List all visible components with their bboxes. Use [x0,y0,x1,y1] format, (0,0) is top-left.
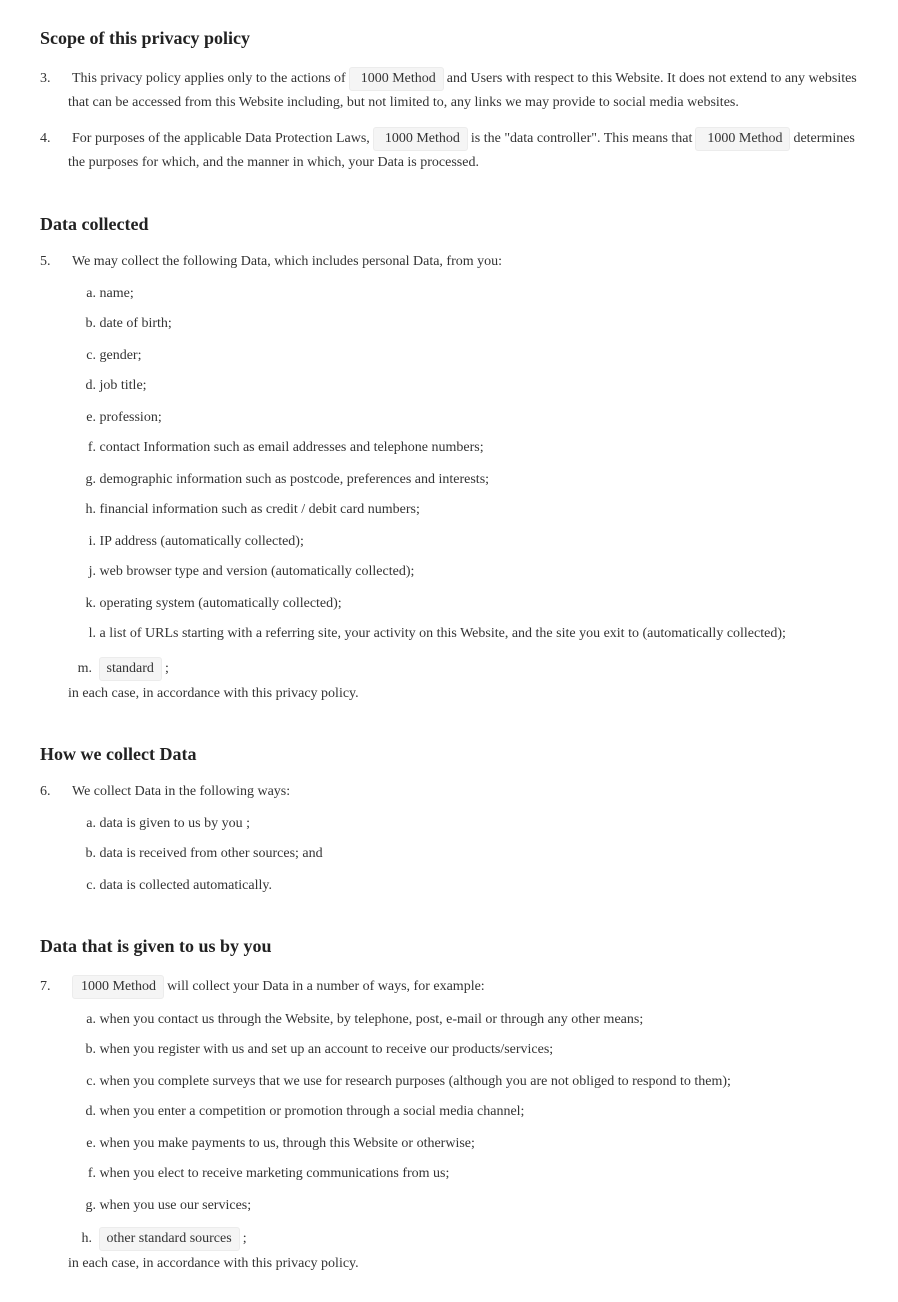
variable-chip-company: 1000 Method [72,975,164,999]
clause-text [68,67,858,115]
item-text: gender; [99,348,142,363]
item-label: i. [88,534,96,549]
clause-text-part: will collect your Data in a number of ways, for example: [167,979,485,994]
item-text: financial information such as credit / debit card numbers; [99,502,420,517]
item-text: when you make payments to us, through this Website or otherwise; [99,1136,475,1151]
clause-text: We may collect the following Data, which includes personal Data, from you: [72,254,503,269]
clause-number: 4. [40,131,51,146]
clause-text-part: For purposes of the applicable Data Protection Laws, [72,131,370,146]
item-label: c. [86,348,96,363]
item-text: name; [99,286,134,301]
item-suffix: ; [164,661,169,676]
variable-chip-company: 1000 Method [349,67,444,91]
item-label: a. [86,286,96,301]
item-label: m. [77,661,92,676]
clause-text-part: is the "data controller". This means that [470,131,693,146]
item-text: job title; [99,378,147,393]
item-label: k. [85,596,96,611]
heading-how-we-collect: How we collect Data [40,744,197,764]
list-item [0,530,304,554]
list-item [0,344,141,368]
item-text: when you register with us and set up an account to receive our products/services; [99,1042,554,1057]
list-item [0,1100,524,1124]
clause-7 [40,975,858,999]
list-item [0,374,147,398]
item-label: b. [85,316,96,331]
list-item [0,1008,643,1032]
list-item-variable [0,657,169,681]
item-text: when you use our services; [99,1198,252,1213]
list-item [0,468,489,492]
item-text: web browser type and version (automatically collected); [99,564,415,579]
clause-5 [40,250,858,274]
item-text: when you elect to receive marketing communications from us; [99,1166,450,1181]
item-label: e. [86,410,96,425]
clause-3 [40,67,858,115]
item-label: e. [86,1136,96,1151]
item-text: data is received from other sources; and [99,846,323,861]
item-text: data is given to us by you ; [99,816,250,831]
item-label: c. [86,878,96,893]
item-label: d. [85,1104,96,1119]
list-item-variable [0,1227,247,1251]
item-text: when you complete surveys that we use for research purposes (although you are not obliged to respond to them); [99,1074,731,1089]
variable-chip-standard: standard [99,657,162,681]
item-label: l. [88,626,96,641]
list-item [0,1132,475,1156]
item-label: g. [85,472,96,487]
variable-chip-company: 1000 Method [695,127,790,151]
item-label: b. [85,1042,96,1057]
item-label: h. [85,502,96,517]
item-label: c. [86,1074,96,1089]
variable-chip-company: 1000 Method [373,127,468,151]
list-item [0,842,323,866]
clause-text [68,975,858,999]
item-label: d. [85,378,96,393]
clause-text-part: determines the purposes for which, and the manner in which, your Data is processed. [68,131,855,170]
clause-text-part: and Users with respect to this Website. It does not extend to any websites that can be accessed from this Website including, but not limited to, any links we may provide to social media websites. [68,71,857,110]
list-item [0,1038,553,1062]
item-label: a. [86,1012,96,1027]
list-item [0,622,786,646]
item-text: a list of URLs starting with a referring site, your activity on this Website, and the site you exit to (automatically collected); [99,626,786,641]
item-text: IP address (automatically collected); [99,534,304,549]
clause-tail: in each case, in accordance with this privacy policy. [68,686,359,701]
list-item [0,812,250,836]
list-item [0,406,162,430]
list-item [0,498,420,522]
clause-4 [40,127,858,175]
item-text: data is collected automatically. [99,878,272,893]
list-item [0,592,342,616]
item-label: h. [81,1231,92,1246]
item-label: j. [88,564,96,579]
item-suffix: ; [242,1231,247,1246]
clause-number: 5. [40,254,51,269]
clause-tail: in each case, in accordance with this privacy policy. [68,1256,359,1271]
item-label: a. [86,816,96,831]
list-item [0,312,172,336]
clause-text-part: This privacy policy applies only to the actions of [72,71,346,86]
heading-data-collected: Data collected [40,214,149,234]
item-text: contact Information such as email addresses and telephone numbers; [99,440,484,455]
item-text: when you contact us through the Website, by telephone, post, e-mail or through any other means; [99,1012,644,1027]
item-text: date of birth; [99,316,172,331]
item-label: f. [87,440,96,455]
heading-data-given: Data that is given to us by you [40,936,272,956]
clause-number: 7. [40,979,51,994]
list-item [0,560,414,584]
item-text: when you enter a competition or promotion through a social media channel; [99,1104,525,1119]
list-item [0,282,134,306]
item-label: b. [85,846,96,861]
list-item [0,1070,731,1094]
item-text: demographic information such as postcode, preferences and interests; [99,472,490,487]
variable-chip-sources: other standard sources [99,1227,240,1251]
item-label: f. [87,1166,96,1181]
list-item [0,1162,449,1186]
clause-number: 6. [40,784,51,799]
list-item [0,436,484,460]
clause-6 [40,780,858,804]
heading-scope: Scope of this privacy policy [40,28,250,48]
clause-text: We collect Data in the following ways: [72,784,291,799]
item-label: g. [85,1198,96,1213]
item-text: profession; [99,410,162,425]
clause-text [68,127,858,175]
clause-number: 3. [40,71,51,86]
list-item [0,1194,251,1218]
item-text: operating system (automatically collected); [99,596,342,611]
list-item [0,874,272,898]
